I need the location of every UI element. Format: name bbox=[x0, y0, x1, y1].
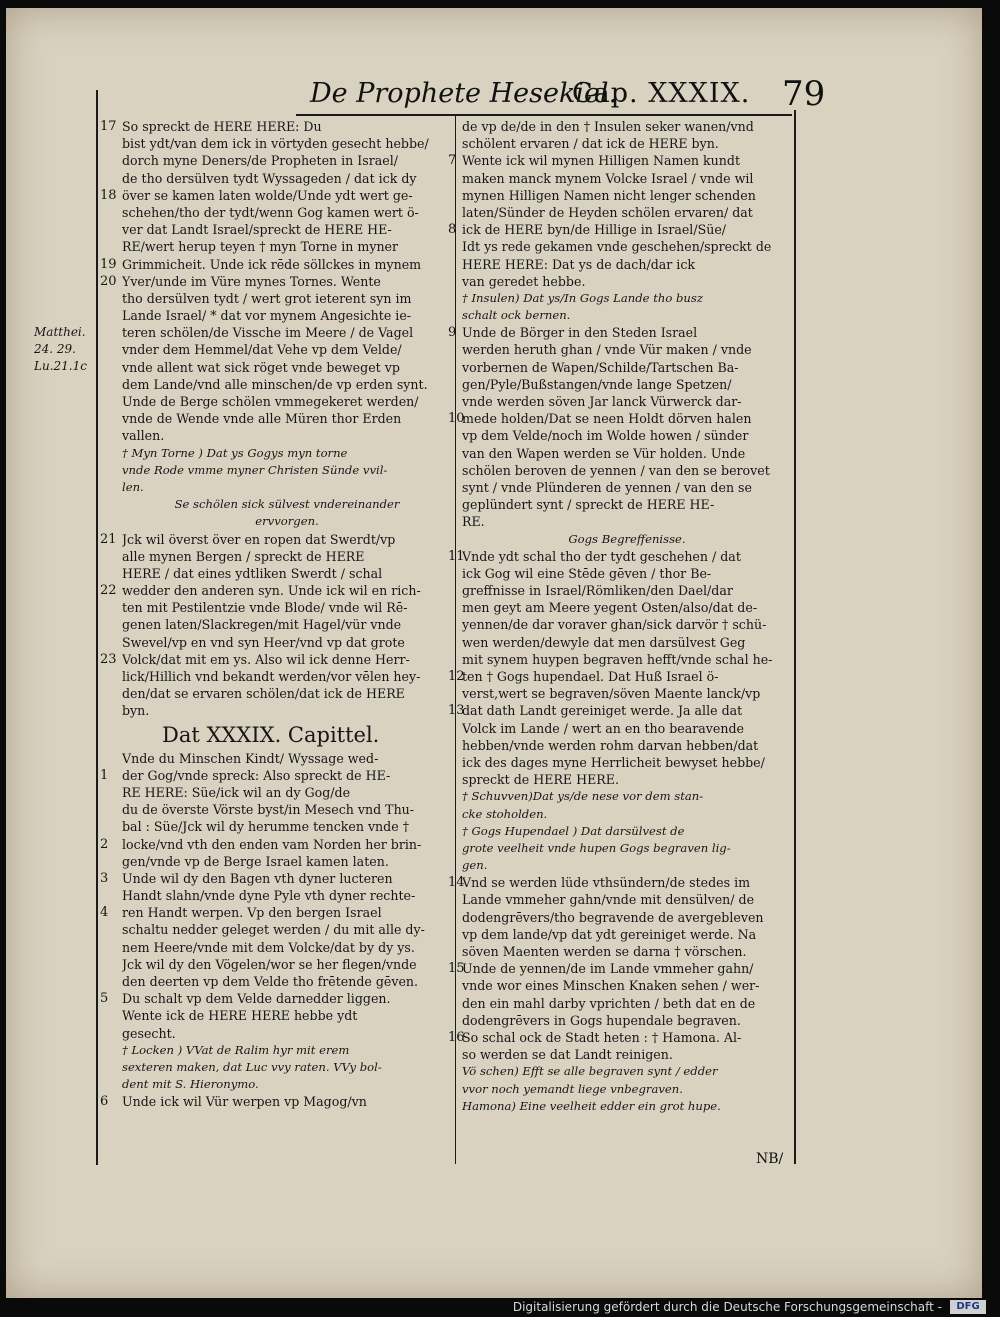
gloss-line: vnde Rode vmme myner Christen Sünde vvil- bbox=[122, 462, 388, 477]
text-line: mynen Hilligen Namen nicht lenger schenden bbox=[462, 187, 756, 203]
text-line: Swevel/vp en vnd syn Heer/vnd vp dat grote bbox=[122, 634, 405, 650]
text-line: RE/wert herup teyen † myn Torne in myner bbox=[122, 239, 399, 255]
text-line: greffnisse in Israel/Römliken/den Dael/dar bbox=[462, 583, 733, 599]
verse-number: 23 bbox=[100, 652, 117, 667]
text-line: alle mynen Bergen / spreckt de HERE bbox=[122, 548, 365, 564]
verse-number: 18 bbox=[100, 188, 117, 203]
text-line: Unde ick wil Vür werpen vp Magog/vn bbox=[122, 1094, 367, 1110]
text-line: Jck wil överst över en ropen dat Swerdt/vp bbox=[122, 531, 396, 547]
text-line: ver dat Landt Israel/spreckt de HERE HE- bbox=[122, 222, 392, 238]
text-line: so werden se dat Landt reinigen. bbox=[462, 1047, 673, 1063]
text-line: Handt slahn/vnde dyne Pyle vth dyner rechte- bbox=[122, 888, 416, 904]
text-line: lick/Hillich vnd bekandt werden/vor vēlen hey- bbox=[122, 669, 421, 684]
text-line: wen werden/dewyle dat men darsülvest Geg bbox=[462, 634, 746, 650]
gloss-line: dent mit S. Hieronymo. bbox=[122, 1077, 259, 1092]
text-line: Vnde du Minschen Kindt/ Wyssage wed- bbox=[122, 750, 379, 766]
text-line: teren schölen/de Vissche im Meere / de Vagel bbox=[122, 325, 414, 341]
text-line: bist ydt/van dem ick in vörtyden gesecht hebbe/ bbox=[122, 136, 429, 152]
text-line: Unde de Börger in den Steden Israel bbox=[462, 325, 698, 341]
text-line: vorbernen de Wapen/Schilde/Tartschen Ba- bbox=[462, 359, 739, 375]
text-line: Yver/unde im Vüre mynes Tornes. Wente bbox=[122, 273, 381, 289]
text-line: Vnde ydt schal tho der tydt geschehen / dat bbox=[462, 548, 741, 564]
text-line: Volck im Lande / wert an en tho bearavende bbox=[462, 720, 744, 736]
marginal-line: Matthei. bbox=[34, 325, 86, 339]
text-line: RE HERE: Süe/ick wil an dy Gog/de bbox=[122, 784, 351, 800]
text-line: genen laten/Slackregen/mit Hagel/vür vnde bbox=[122, 617, 402, 633]
chapter-heading: Dat XXXIX. Capittel. bbox=[162, 722, 380, 747]
gloss-line: gen. bbox=[462, 858, 488, 873]
text-line: locke/vnd vth den enden vam Norden her brin- bbox=[122, 836, 422, 852]
section-heading: Se schölen sick sülvest vndereinander bbox=[174, 497, 400, 512]
verse-number: 16 bbox=[448, 1030, 465, 1045]
gloss-line: Vö schen) Efft se alle begraven synt / edder bbox=[462, 1064, 718, 1079]
text-line: vnde allent wat sick röget vnde beweget vp bbox=[122, 359, 400, 375]
text-line: schaltu nedder geleget werden / du mit alle dy- bbox=[122, 922, 425, 938]
gloss-line: Hamona) Eine veelheit edder ein grot hupe. bbox=[462, 1098, 721, 1113]
text-line: geplündert synt / spreckt de HERE HE- bbox=[462, 497, 715, 513]
text-line: bal : Süe/Jck wil dy herumme tencken vnde † bbox=[122, 819, 409, 835]
verse-number: 5 bbox=[100, 991, 109, 1006]
verse-number: 7 bbox=[448, 153, 457, 168]
text-line: maken manck mynem Volcke Israel / vnde wil bbox=[462, 170, 754, 186]
frame-column-rule bbox=[455, 114, 456, 1164]
text-line: dem Lande/vnd alle minschen/de vp erden synt. bbox=[122, 376, 428, 392]
text-line: So spreckt de HERE HERE: Du bbox=[122, 119, 322, 134]
marginal-reference bbox=[34, 324, 104, 375]
verse-number: 13 bbox=[448, 703, 465, 718]
text-line: över se kamen laten wolde/Unde ydt wert ge- bbox=[122, 187, 413, 203]
text-line: gesecht. bbox=[122, 1025, 176, 1041]
text-line: nem Heere/vnde mit dem Volcke/dat by dy ys. bbox=[122, 939, 415, 955]
text-line: tho dersülven tydt / wert grot ieterent syn im bbox=[122, 290, 412, 306]
text-line: ick Gog wil eine Stēde gēven / thor Be- bbox=[462, 565, 712, 581]
section-heading: ervvorgen. bbox=[255, 514, 319, 529]
text-line: hebben/vnde werden rohm darvan hebben/dat bbox=[462, 737, 759, 753]
text-line: ick des dages myne Herrlicheit bewyset hebbe/ bbox=[462, 754, 765, 770]
verse-number: 10 bbox=[448, 411, 465, 426]
text-line: den/dat se ervaren schölen/dat ick de HERE bbox=[122, 686, 405, 702]
text-line: laten/Sünder de Heyden schölen ervaren/ dat bbox=[462, 204, 753, 220]
text-line: ren Handt werpen. Vp den bergen Israel bbox=[122, 905, 382, 921]
text-line: Lande vmmeher gahn/vnde mit densülven/ de bbox=[462, 892, 755, 908]
text-line: RE. bbox=[462, 514, 485, 530]
dfg-logo: DFG bbox=[950, 1300, 986, 1314]
verse-number: 20 bbox=[100, 274, 117, 289]
text-line: schehen/tho der tydt/wenn Gog kamen wert ö- bbox=[122, 204, 419, 220]
text-line: yennen/de dar voraver ghan/sick darvör † schü- bbox=[462, 617, 767, 633]
text-line: vnde wor eines Minschen Knaken sehen / wer- bbox=[462, 978, 760, 994]
text-line: synt / vnde Plünderen de yennen / van den se bbox=[462, 479, 752, 495]
verse-number: 22 bbox=[100, 583, 117, 598]
text-line: de tho dersülven tydt Wyssageden / dat ick dy bbox=[122, 170, 417, 186]
text-line: den deerten vp dem Velde tho frētende gēven. bbox=[122, 974, 419, 989]
catchword: NB/ bbox=[756, 1151, 784, 1167]
right-text-column bbox=[462, 118, 792, 1115]
gloss-line: † Schuvven)Dat ys/de nese vor dem stan- bbox=[462, 789, 704, 804]
text-line: Unde de Berge schölen vmmegekeret werden/ bbox=[122, 394, 419, 409]
text-line: werden heruth ghan / vnde Vür maken / vnde bbox=[462, 342, 752, 358]
text-line: vp dem Velde/noch im Wolde howen / sünder bbox=[462, 428, 749, 444]
verse-number: 19 bbox=[100, 257, 117, 272]
verse-number: 14 bbox=[448, 875, 465, 890]
text-line: van geredet hebbe. bbox=[462, 273, 586, 289]
text-line: verst,wert se begraven/söven Maente lanck/vp bbox=[462, 686, 761, 702]
gloss-line: len. bbox=[122, 479, 144, 494]
text-line: Wente ick de HERE HERE hebbe ydt bbox=[122, 1008, 358, 1024]
text-line: men geyt am Meere yegent Osten/also/dat de- bbox=[462, 600, 758, 616]
text-line: Unde de yennen/de im Lande vmmeher gahn/ bbox=[462, 961, 754, 977]
footer-credit: Digitalisierung gefördert durch die Deutsche Forschungsgemeinschaft - bbox=[512, 1300, 942, 1314]
verse-number: 11 bbox=[448, 549, 465, 564]
gloss-line: sexteren maken, dat Luc vvy raten. VVy bol- bbox=[122, 1059, 382, 1074]
text-line: söven Maenten werden se darna † vörschen. bbox=[462, 944, 747, 959]
text-line: van den Wapen werden se Vür holden. Unde bbox=[462, 445, 746, 461]
text-line: ten † Gogs hupendael. Dat Huß Israel ö- bbox=[462, 669, 719, 684]
frame-top-rule bbox=[296, 114, 792, 116]
text-line: Lande Israel/ * dat vor mynem Angesichte ie- bbox=[122, 308, 412, 324]
text-line: Unde wil dy den Bagen vth dyner lucteren bbox=[122, 870, 393, 886]
text-line: Vnd se werden lüde vthsündern/de stedes im bbox=[462, 875, 751, 891]
marginal-line: 24. 29. bbox=[34, 342, 76, 356]
verse-number: 1 bbox=[100, 768, 109, 783]
verse-number: 12 bbox=[448, 669, 465, 684]
text-line: Du schalt vp dem Velde darnedder liggen. bbox=[122, 991, 391, 1007]
text-line: Jck wil dy den Vögelen/wor se her flegen/vnde bbox=[122, 956, 417, 972]
running-header bbox=[300, 74, 826, 114]
text-line: HERE / dat eines ydtliken Swerdt / schal bbox=[122, 565, 383, 581]
marginal-line: Lu.21.1c bbox=[34, 359, 87, 373]
page-number: 79 bbox=[782, 74, 826, 114]
gloss-line: † Myn Torne ) Dat ys Gogys myn torne bbox=[122, 445, 348, 460]
text-line: byn. bbox=[122, 703, 150, 719]
verse-number: 6 bbox=[100, 1094, 109, 1109]
verse-number: 21 bbox=[100, 532, 117, 547]
chapter-label: Cap. XXXIX. bbox=[572, 78, 751, 109]
frame-left-rule bbox=[96, 90, 98, 1165]
verse-number: 2 bbox=[100, 837, 109, 852]
text-line: den ein mahl darby vprichten / beth dat en de bbox=[462, 995, 756, 1011]
gloss-line: † Gogs Hupendael ) Dat darsülvest de bbox=[462, 823, 685, 838]
gloss-line: vvor noch yemandt liege vnbegraven. bbox=[462, 1081, 683, 1096]
text-line: Wente ick wil mynen Hilligen Namen kundt bbox=[462, 153, 741, 169]
left-text-column bbox=[122, 118, 452, 1111]
text-line: dodengrēvers in Gogs hupendale begraven. bbox=[462, 1012, 741, 1028]
text-line: vnde werden söven Jar lanck Vürwerck dar- bbox=[462, 394, 742, 409]
footer-bar bbox=[0, 1298, 1000, 1317]
verse-number: 4 bbox=[100, 905, 109, 920]
verse-number: 3 bbox=[100, 871, 109, 886]
text-line: spreckt de HERE HERE. bbox=[462, 772, 619, 788]
text-line: schölent ervaren / dat ick de HERE byn. bbox=[462, 136, 719, 152]
text-line: dodengrēvers/tho begravende de avergebleven bbox=[462, 909, 764, 925]
text-line: vallen. bbox=[122, 428, 165, 444]
book-title: De Prophete Hesekiel. bbox=[310, 78, 618, 109]
text-line: de vp de/de in den † Insulen seker wanen/vnd bbox=[462, 119, 754, 134]
text-line: vnder dem Hemmel/dat Vehe vp dem Velde/ bbox=[122, 342, 402, 358]
text-line: du de överste Vörste byst/in Mesech vnd Thu- bbox=[122, 802, 415, 818]
text-line: Idt ys rede gekamen vnde geschehen/spreckt de bbox=[462, 239, 772, 255]
verse-number: 8 bbox=[448, 222, 457, 237]
text-line: Volck/dat mit em ys. Also wil ick denne Herr- bbox=[122, 651, 410, 667]
section-heading: Gogs Begreffenisse. bbox=[568, 531, 686, 546]
text-line: der Gog/vnde spreck: Also spreckt de HE- bbox=[122, 767, 391, 783]
gloss-line: schalt ock bernen. bbox=[462, 308, 571, 323]
verse-number: 15 bbox=[448, 961, 465, 976]
gloss-line: grote veelheit vnde hupen Gogs begraven lig- bbox=[462, 840, 731, 855]
text-line: gen/Pyle/Bußstangen/vnde lange Spetzen/ bbox=[462, 376, 732, 392]
text-line: gen/vnde vp de Berge Israel kamen laten. bbox=[122, 853, 389, 869]
text-line: mede holden/Dat se neen Holdt dörven halen bbox=[462, 411, 752, 427]
text-line: vp dem lande/vp dat ydt gereiniget werde. Na bbox=[462, 926, 757, 942]
text-line: mit synem huypen begraven hefft/vnde schal he- bbox=[462, 651, 773, 667]
text-line: HERE HERE: Dat ys de dach/dar ick bbox=[462, 256, 696, 272]
text-line: wedder den anderen syn. Unde ick wil en rich- bbox=[122, 583, 421, 599]
text-line: schölen beroven de yennen / van den se berovet bbox=[462, 462, 770, 478]
text-line: Grimmicheit. Unde ick rēde söllckes in mynem bbox=[122, 256, 422, 272]
verse-number: 9 bbox=[448, 325, 457, 340]
gloss-line: † Locken ) VVat de Ralim hyr mit erem bbox=[122, 1042, 350, 1057]
gloss-line: † Insulen) Dat ys/In Gogs Lande tho busz bbox=[462, 290, 703, 305]
text-line: ick de HERE byn/de Hillige in Israel/Süe/ bbox=[462, 222, 727, 238]
text-line: dorch myne Deners/de Propheten in Israel/ bbox=[122, 153, 398, 169]
frame-right-rule bbox=[794, 110, 796, 1164]
text-line: vnde de Wende vnde alle Müren thor Erden bbox=[122, 411, 402, 427]
text-line: dat dath Landt gereiniget werde. Ja alle dat bbox=[462, 703, 743, 719]
text-line: ten mit Pestilentzie vnde Blode/ vnde wil Rē- bbox=[122, 600, 408, 616]
gloss-line: cke stoholden. bbox=[462, 806, 548, 821]
verse-number: 17 bbox=[100, 119, 117, 134]
text-line: So schal ock de Stadt heten : † Hamona. Al- bbox=[462, 1029, 742, 1045]
